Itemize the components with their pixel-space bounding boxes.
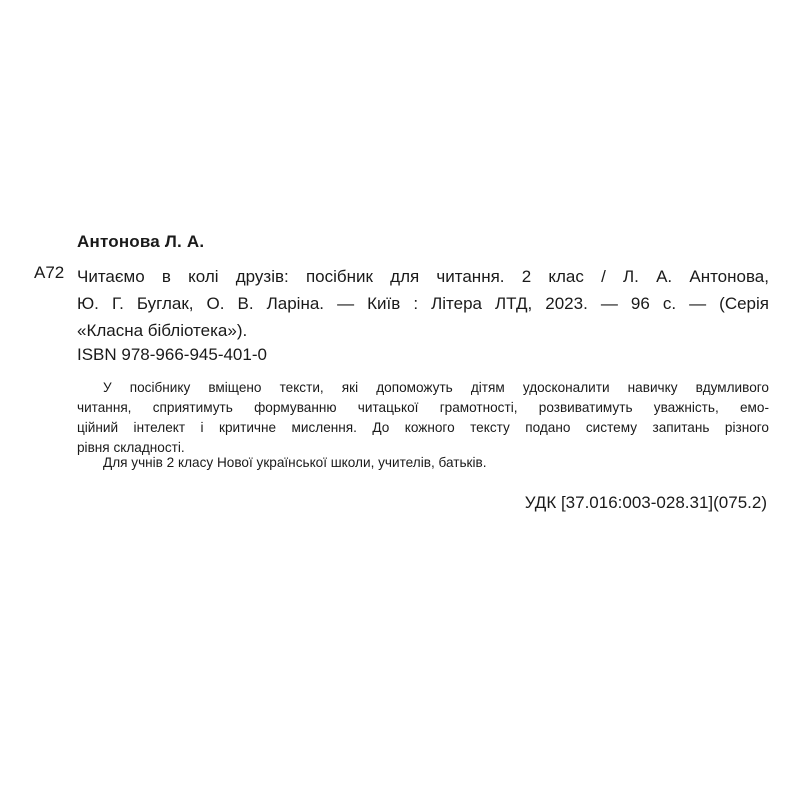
- abstract-line: ційний інтелект і критичне мислення. До кожного тексту подано систему запитань різного: [77, 420, 769, 435]
- author-heading: Антонова Л. А.: [77, 232, 205, 251]
- author-code: А72: [34, 263, 65, 282]
- abstract-line: читання, сприятимуть формуванню читацької грамотності, розвиватимуть уважність, емо-: [77, 400, 769, 415]
- udk-code: УДК [37.016:003-028.31](075.2): [524, 493, 767, 512]
- audience-note: Для учнів 2 класу Нової української школи, учителів, батьків.: [103, 455, 487, 470]
- abstract: [77, 378, 769, 458]
- abstract-line: У посібнику вміщено тексти, які допоможуть дітям удосконалити навичку вдумливого: [103, 380, 769, 395]
- bibliographic-line: Ю. Г. Буглак, О. В. Ларіна. — Київ : Літера ЛТД, 2023. — 96 с. — (Серія: [77, 294, 769, 313]
- abstract-line: рівня складності.: [77, 440, 185, 455]
- bibliographic-description: [77, 263, 769, 344]
- isbn: ISBN 978-966-945-401-0: [77, 345, 267, 364]
- bibliographic-line: «Класна бібліотека»).: [77, 321, 248, 340]
- bibliographic-line: Читаємо в колі друзів: посібник для читання. 2 клас / Л. А. Антонова,: [77, 267, 769, 286]
